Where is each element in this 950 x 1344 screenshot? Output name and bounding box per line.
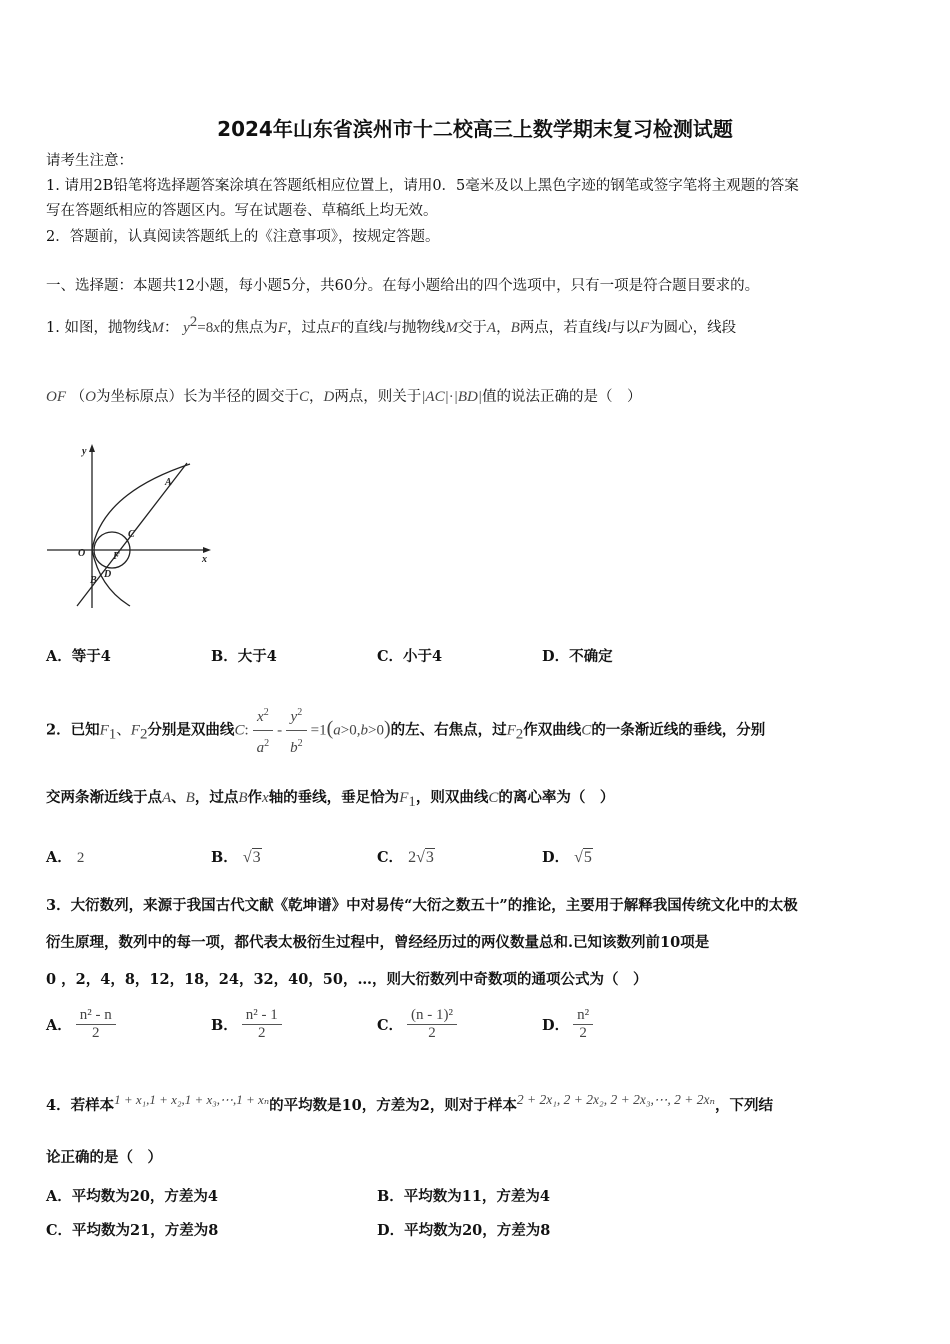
notice-item-2: 2．答题前，认真阅读答题纸上的《注意事项》，按规定答题。 — [46, 229, 440, 245]
notice-heading: 请考生注意： — [46, 153, 133, 169]
x-axis-arrow — [203, 547, 211, 553]
q3-stem-line3: 0 ，2，4，8，12，18，24，32，40，50，…，则大衍数列中奇数项的通项公式为（ ） — [46, 971, 648, 988]
label-o: O — [78, 548, 86, 559]
q1-option-a[interactable]: A．等于4 — [46, 648, 111, 665]
q3-option-c[interactable]: C． $\frac{\text{(n - 1)²}}{2}$ — [377, 1007, 461, 1042]
parabola — [92, 464, 190, 606]
q1-option-b[interactable]: B．大于4 — [211, 648, 277, 665]
label-b: B — [90, 575, 97, 586]
y-axis-arrow — [89, 444, 95, 452]
notice-item-1a: 1. 请用2B铅笔将选择题答案涂填在答题纸相应位置上，请用0．5毫米及以上黑色字迹的钢笔或签字笔将主观题的答案 — [46, 178, 799, 194]
q2-stem-line1: 2．已知$F_1$、$F_2$分别是双曲线C: $\frac{x^2}{a^2}$ - $\frac{y^2}{b^2}$ =1(a>0,b>0)的左、右焦点，过$F_2$作双曲线C的一条渐近线的垂线，分别 — [46, 700, 906, 761]
label-y: y — [82, 446, 87, 457]
q2-option-b[interactable]: B． √3 — [211, 849, 261, 866]
q4-option-d[interactable]: D．平均数为20，方差为8 — [377, 1222, 551, 1239]
q3-option-d[interactable]: D． $\frac{\text{n²}}{2}$ — [542, 1007, 597, 1042]
q1-stem-line2: OF （O为坐标原点）长为半径的圆交于C，D两点，则关于|AC|·|BD|值的说法正确的是（ ） — [46, 389, 642, 405]
section-heading: 一、选择题：本题共12小题，每小题5分，共60分。在每小题给出的四个选项中，只有一项是符合题目要求的。 — [46, 278, 760, 294]
q1-option-d[interactable]: D．不确定 — [542, 648, 613, 665]
q4-option-b[interactable]: B．平均数为11，方差为4 — [377, 1188, 551, 1205]
q4-option-c[interactable]: C．平均数为21，方差为8 — [46, 1222, 219, 1239]
q3-option-a[interactable]: A． $\frac{\text{n² - n}}{2}$ — [46, 1007, 120, 1042]
label-a: A — [165, 477, 172, 488]
q1-option-c[interactable]: C．小于4 — [377, 648, 443, 665]
q2-option-d[interactable]: D． √5 — [542, 849, 592, 866]
q3-option-b[interactable]: B． $\frac{\text{n² - 1}}{2}$ — [211, 1007, 286, 1042]
q2-option-a[interactable]: A． 2 — [46, 849, 85, 866]
label-f: F — [113, 551, 120, 562]
label-x: x — [202, 554, 207, 565]
label-d: D — [104, 569, 112, 580]
page-title: 2024年山东省滨州市十二校高三上数学期末复习检测试题 — [217, 117, 733, 141]
q4-stem-line1: 4．若样本1 + x₁,1 + x₂,1 + x₃,⋯,1 + xₙ的平均数是10，方差为2，则对于样本2 + 2x₁, 2 + 2x₂, 2 + 2x₃,⋯, 2 + 2xₙ，下列结 — [46, 1092, 773, 1114]
q1-stem-line1: 1. 如图，抛物线M： $y^2=8x$的焦点为F，过点F的直线l与抛物线M交于A，B两点，若直线l与以F为圆心，线段 — [46, 314, 737, 336]
q4-option-a[interactable]: A．平均数为20，方差为4 — [46, 1188, 219, 1205]
q3-stem-line2: 衍生原理，数列中的每一项，都代表太极衍生过程中，曾经经历过的两仪数量总和.已知该数列前10项是 — [46, 934, 710, 951]
notice-item-1b: 写在答题纸相应的答题区内。写在试题卷、草稿纸上均无效。 — [46, 203, 438, 219]
q3-stem-line1: 3．大衍数列，来源于我国古代文献《乾坤谱》中对易传“大衍之数五十”的推论，主要用于解释我国传统文化中的太极 — [46, 897, 798, 914]
label-c: C — [128, 529, 135, 540]
q2-option-c[interactable]: C． 2√3 — [377, 849, 434, 866]
q2-stem-line2: 交两条渐近线于点A、B，过点B作x轴的垂线，垂足恰为$F_1$，则双曲线C的离心率为（ ） — [46, 789, 615, 810]
q1-figure — [42, 438, 217, 620]
q4-stem-line2: 论正确的是（ ） — [46, 1149, 162, 1166]
